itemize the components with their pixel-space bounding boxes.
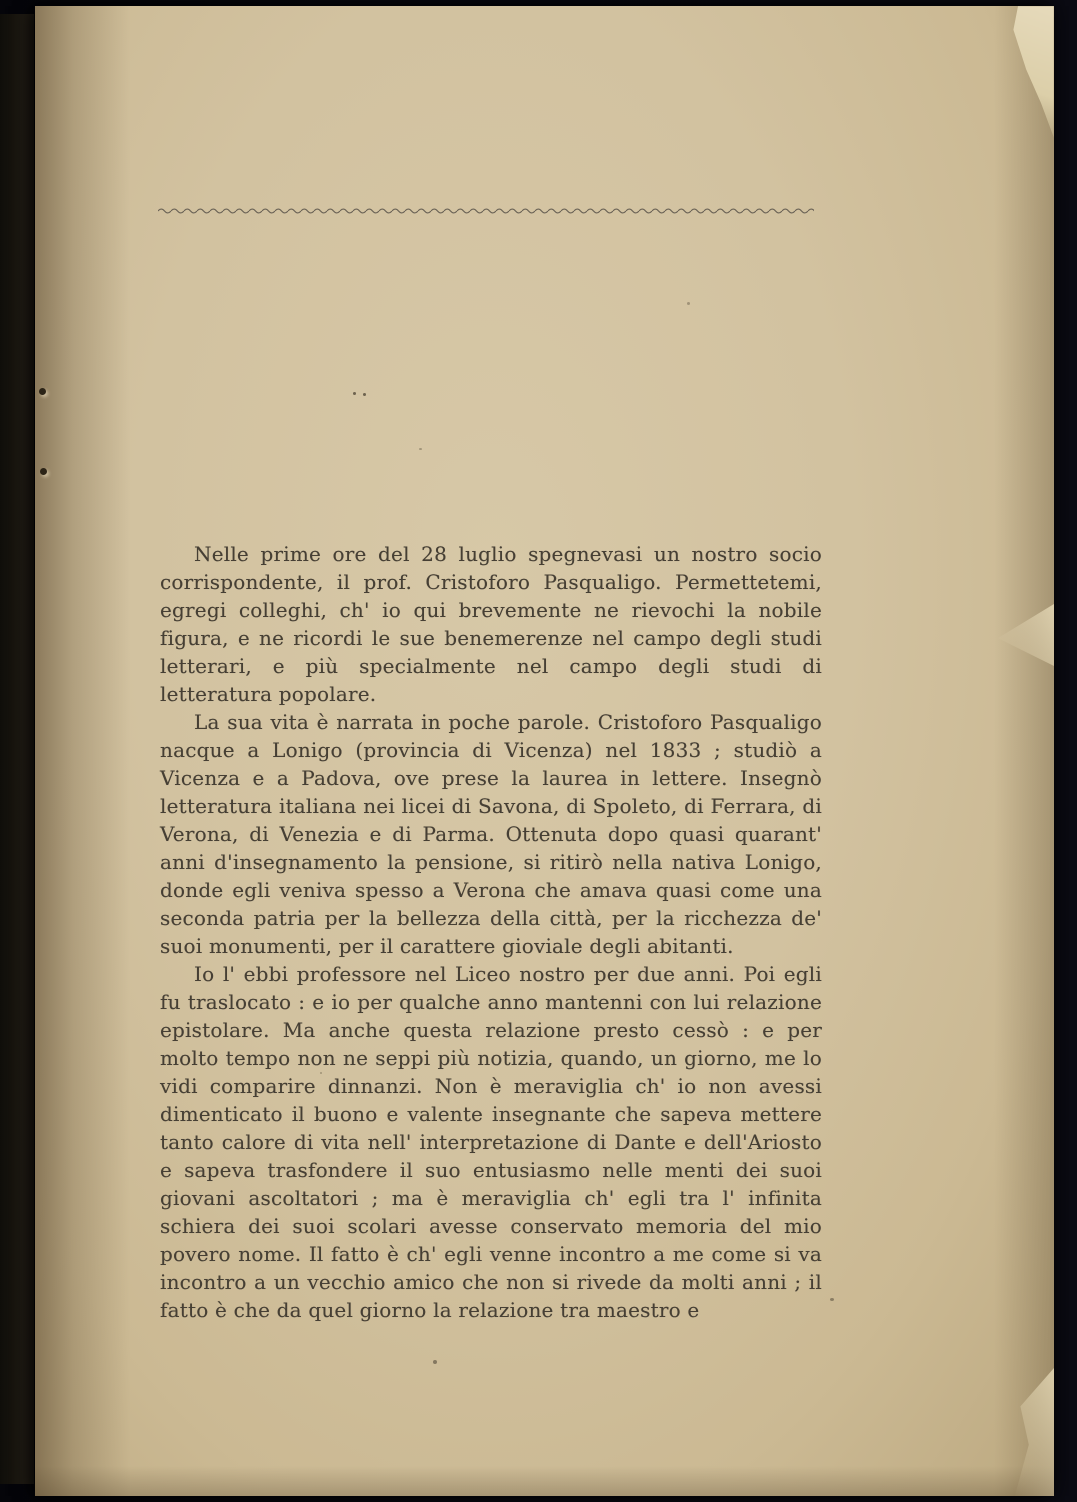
binding-hole [39, 388, 46, 395]
paper-speck [363, 393, 366, 396]
paper-speck [419, 448, 422, 450]
binding-gutter-shadow [35, 6, 130, 1496]
page-right-shading [994, 6, 1054, 1496]
paragraph: Io l' ebbi professore nel Liceo nostro per due anni. Poi egli fu traslocato : e io per qualche anno mantenni con lui relazione epistolare. Ma anche questa relazione presto cessò : e per molto tempo non ne seppi più notizia, quando, un giorno, me lo vidi comparire dinnanzi. Non è meraviglia ch' io non avessi dimenticato il buono e valente insegnante che sapeva mettere tanto calore di vita nell' interpretazione di Dante e dell'Ariosto e sapeva trasfondere il suo entusiasmo nelle menti dei suoi giovani ascoltatori ; ma è meraviglia ch' egli tra l' infinita schiera dei suoi scolari avesse conservato memoria del mio povero nome. Il fatto è ch' egli venne incontro a me come si va incontro a un vecchio amico che non si rivede da molti anni ; il fatto è che da quel giorno la relazione tra maestro e [160, 962, 822, 1322]
page-bottom-shading [35, 1466, 1054, 1496]
paper-speck [353, 392, 356, 395]
paper-speck [687, 302, 690, 305]
page-text [160, 540, 822, 1324]
book-page [35, 6, 1054, 1496]
paragraph: Nelle prime ore del 28 luglio spegnevasi un nostro socio corrispondente, il prof. Cristoforo Pasqualigo. Permettetemi, egregi colleghi, ch' io qui brevemente ne rievochi la nobile figura, e ne ricordi le sue benemerenze nel campo degli studi letterari, e più specialmente nel campo degli studi di letteratura popolare. [160, 542, 822, 706]
binding-hole [40, 468, 47, 475]
paper-speck [433, 1360, 437, 1364]
underlying-page-edges [0, 14, 34, 1484]
paragraph: La sua vita è narrata in poche parole. Cristoforo Pasqualigo nacque a Lonigo (provincia di Vicenza) nel 1833 ; studiò a Vicenza e a Padova, ove prese la laurea in lettere. Insegnò letteratura italiana nei licei di Savona, di Spoleto, di Ferrara, di Verona, di Venezia e di Parma. Ottenuta dopo quasi quarant' anni d'insegnamento la pensione, si ritirò nella nativa Lonigo, donde egli veniva spesso a Verona che amava quasi come una seconda patria per la bellezza della città, per la ricchezza de' suoi monumenti, per il carattere gioviale degli abitanti. [160, 710, 822, 958]
paper-speck [830, 1298, 834, 1301]
wavy-divider-icon [158, 202, 814, 214]
